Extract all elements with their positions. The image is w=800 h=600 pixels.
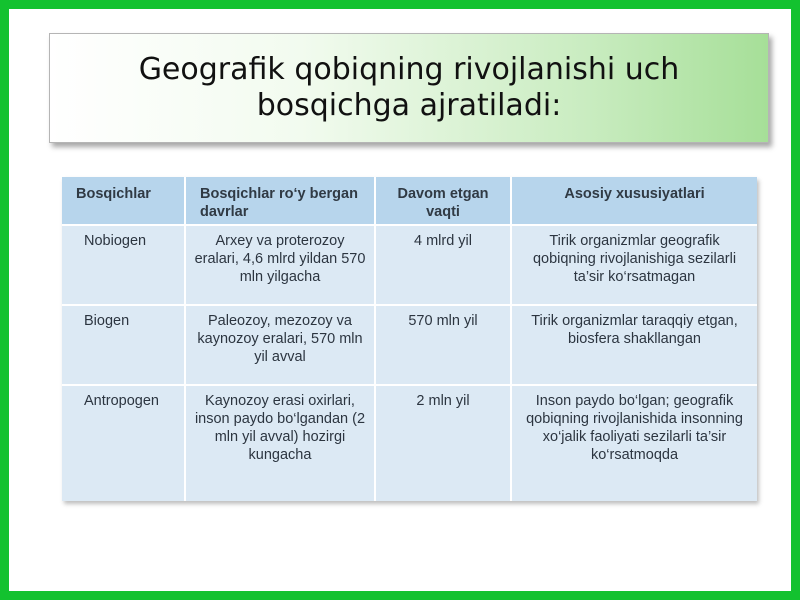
table-header-row bbox=[62, 177, 757, 225]
title-box bbox=[49, 33, 769, 143]
table-row bbox=[62, 305, 757, 385]
cell-davr: Paleozoy, mezozoy va kaynozoy eralari, 570 mln yil avval bbox=[185, 305, 375, 385]
cell-vaqt: 2 mln yil bbox=[375, 385, 511, 501]
table-row bbox=[62, 385, 757, 501]
header-bosqichlar: Bosqichlar bbox=[62, 177, 185, 225]
header-davom: Davom etgan vaqti bbox=[375, 177, 511, 225]
stages-table-container bbox=[62, 177, 757, 501]
header-davrlar: Bosqichlar ro‘y bergan davrlar bbox=[185, 177, 375, 225]
cell-bosqich: Antropogen bbox=[62, 385, 185, 501]
cell-davr: Arxey va proterozoy eralari, 4,6 mlrd yildan 570 mln yilgacha bbox=[185, 225, 375, 305]
slide-title: Geografik qobiqning rivojlanishi uch bosqichga ajratiladi: bbox=[138, 52, 680, 123]
cell-davr: Kaynozoy erasi oxirlari, inson paydo bo‘lgandan (2 mln yil avval) hozirgi kungacha bbox=[185, 385, 375, 501]
cell-bosqich: Nobiogen bbox=[62, 225, 185, 305]
cell-vaqt: 570 mln yil bbox=[375, 305, 511, 385]
cell-bosqich: Biogen bbox=[62, 305, 185, 385]
stages-table bbox=[62, 177, 757, 501]
cell-xususiyat: Tirik organizmlar geografik qobiqning rivojlanishiga sezilarli ta’sir ko‘rsatmagan bbox=[511, 225, 757, 305]
table-row bbox=[62, 225, 757, 305]
header-xususiyatlari: Asosiy xususiyatlari bbox=[511, 177, 757, 225]
cell-xususiyat: Tirik organizmlar taraqqiy etgan, biosfera shakllangan bbox=[511, 305, 757, 385]
cell-xususiyat: Inson paydo bo‘lgan; geografik qobiqning rivojlanishida insonning xo‘jalik faoliyati sezilarli ta’sir ko‘rsatmoqda bbox=[511, 385, 757, 501]
cell-vaqt: 4 mlrd yil bbox=[375, 225, 511, 305]
